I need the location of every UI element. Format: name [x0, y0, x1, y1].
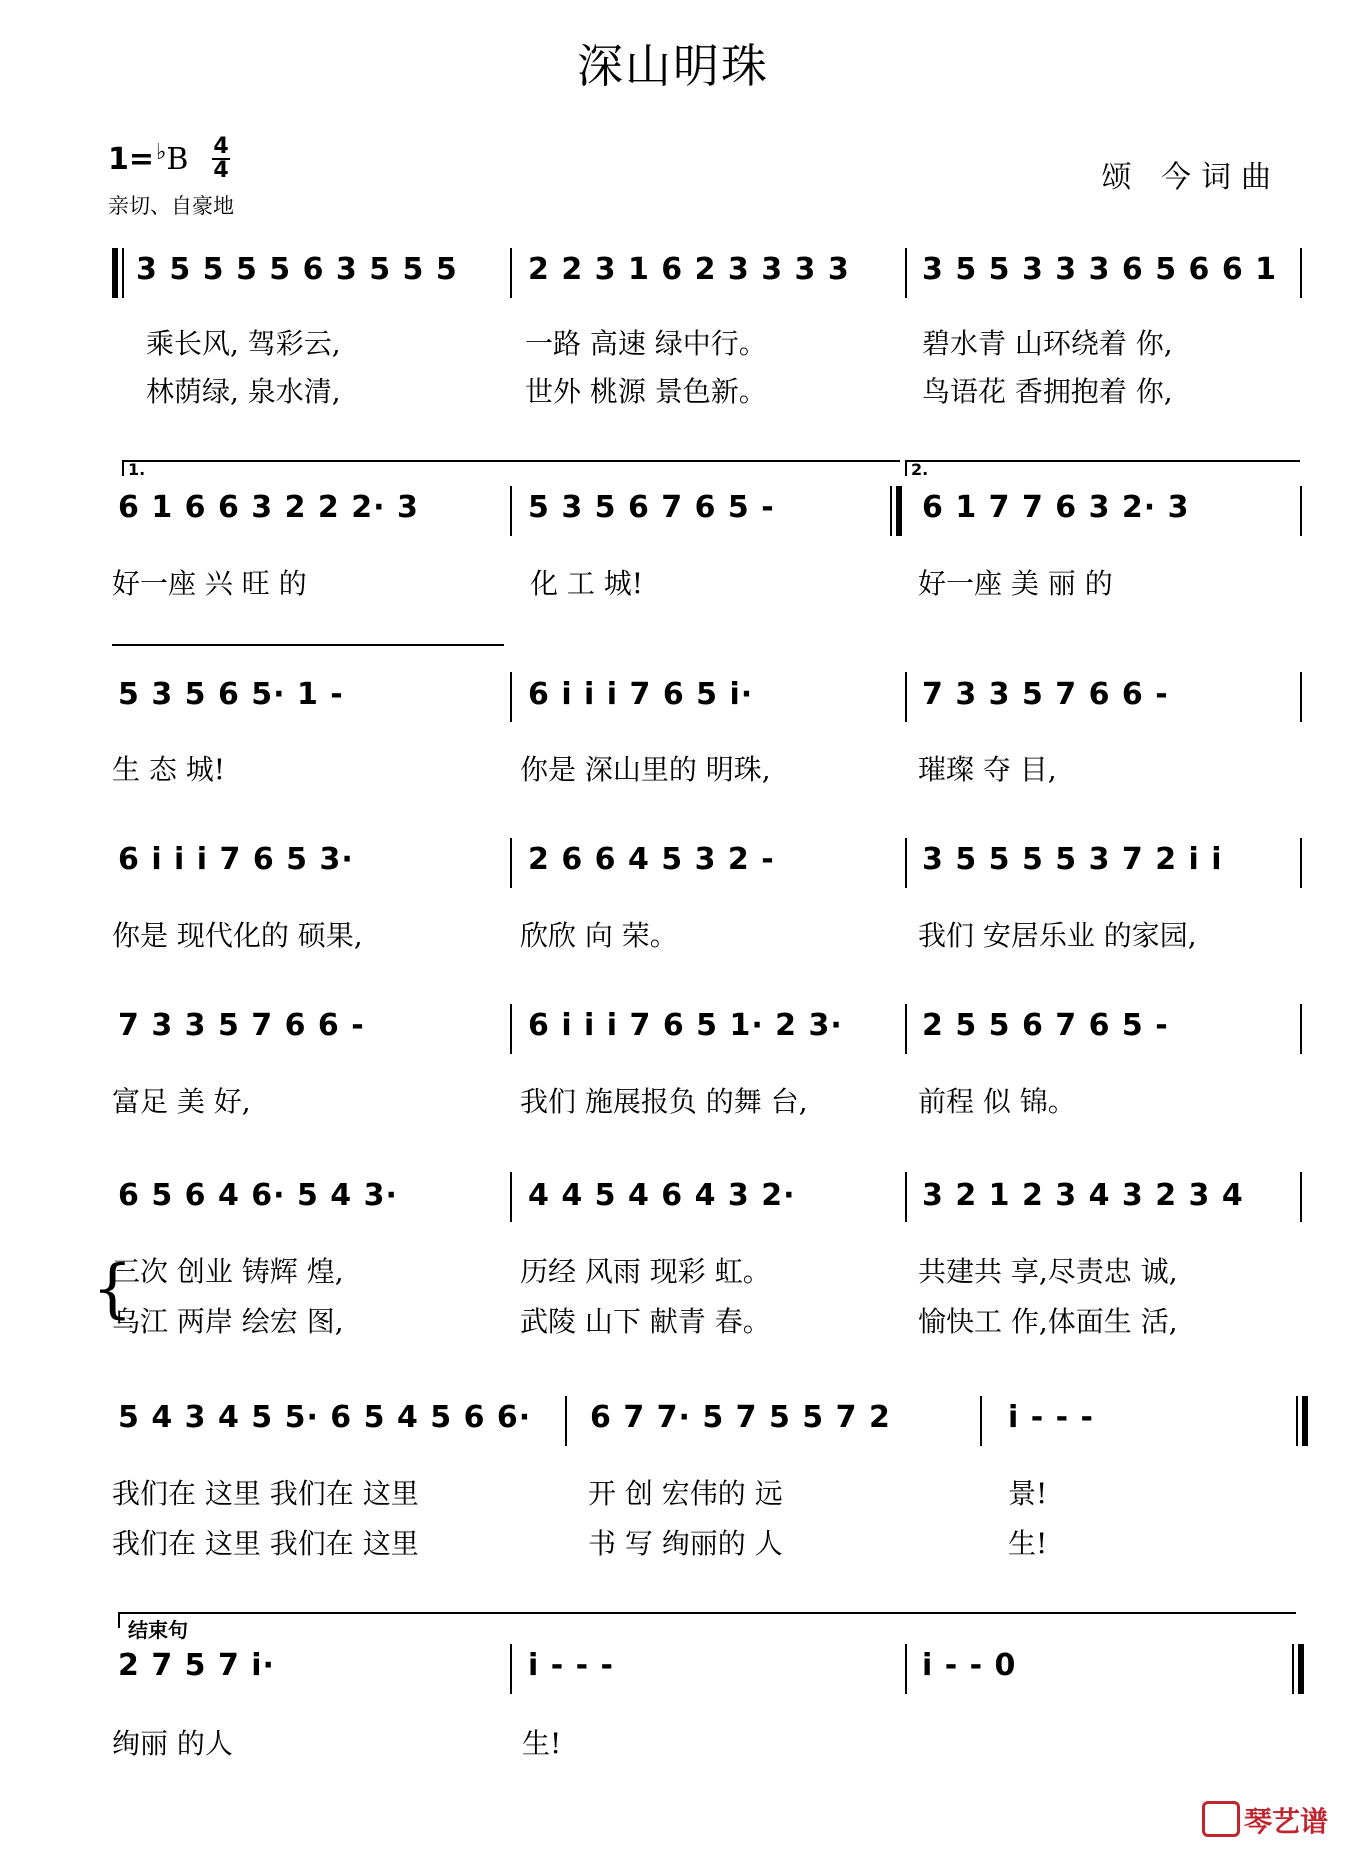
lyric-line: 生! — [1008, 1527, 1048, 1560]
lyric-line: 璀璨 夺 目, — [918, 753, 1057, 786]
measure: 6 1 7 7 6 3 2· 3 — [922, 490, 1190, 525]
lyric-line: 三次 创业 铸辉 煌, — [112, 1255, 344, 1288]
measure: i - - 0 — [922, 1648, 1017, 1683]
time-bottom: 4 — [213, 158, 229, 183]
lyric-line: 一路 高速 绿中行。 — [525, 327, 767, 360]
lyric-line: 鸟语花 香拥抱着 你, — [922, 375, 1173, 408]
lyric-line: 书 写 绚丽的 人 — [588, 1527, 783, 1560]
page-title: 深山明珠 — [577, 39, 769, 93]
lyric-line: 你是 深山里的 明珠, — [520, 753, 771, 786]
measure: 6 1 6 6 3 2 2 2· 3 — [118, 490, 419, 525]
measure: 6 i i i 7 6 5 3· — [118, 842, 354, 877]
measure: 5 4 3 4 5 5· 6 5 4 5 6 6· — [118, 1400, 532, 1435]
measure: i - - - — [528, 1648, 614, 1683]
measure: 6 i i i 7 6 5 1· 2 3· — [528, 1008, 843, 1043]
key-prefix: 1= — [108, 142, 155, 177]
measure: 5 3 5 6 5· 1 - — [118, 677, 344, 712]
time-top: 4 — [213, 134, 229, 159]
measure: 3 5 5 3 3 3 6 5 6 6 1 — [922, 252, 1278, 287]
volta-second: 2. — [911, 460, 929, 479]
measure: 2 2 3 1 6 2 3 3 3 3 — [528, 252, 850, 287]
lyric-line: 乌江 两岸 绘宏 图, — [112, 1305, 344, 1338]
lyric-line: 化 工 城! — [530, 567, 644, 600]
measure: 7 3 3 5 7 6 6 - — [118, 1008, 365, 1043]
lyric-line: 前程 似 锦。 — [918, 1085, 1076, 1118]
lyric-line: 富足 美 好, — [112, 1085, 251, 1118]
measure: i - - - — [1008, 1400, 1094, 1435]
lyric-line: 武陵 山下 献青 春。 — [520, 1305, 771, 1338]
tempo-marking: 亲切、自豪地 — [108, 194, 234, 218]
logo-icon — [1202, 1801, 1240, 1837]
lyric-line: 愉快工 作,体面生 活, — [918, 1305, 1178, 1338]
lyric-line: 绚丽 的人 — [112, 1727, 233, 1760]
composer-credit: 颂 今词曲 — [1101, 160, 1281, 195]
measure: 6 i i i 7 6 5 i· — [528, 677, 754, 712]
repeat-end-thick — [1302, 1396, 1308, 1446]
lyric-line: 我们 施展报负 的舞 台, — [520, 1085, 808, 1118]
lyric-line: 共建共 享,尽责忠 诚, — [918, 1255, 1178, 1288]
lyric-line: 生 态 城! — [112, 753, 226, 786]
measure: 4 4 5 4 6 4 3 2· — [528, 1178, 796, 1213]
measure: 7 3 3 5 7 6 6 - — [922, 677, 1169, 712]
lyric-line: 好一座 美 丽 的 — [918, 567, 1113, 600]
repeat-start-thick — [112, 248, 118, 298]
lyric-line: 景! — [1008, 1477, 1048, 1510]
lyric-line: 碧水青 山环绕着 你, — [922, 327, 1173, 360]
lyric-line: 开 创 宏伟的 远 — [588, 1477, 783, 1510]
lyric-line: 世外 桃源 景色新。 — [525, 375, 767, 408]
lyric-line: 乘长风, 驾彩云, — [146, 327, 341, 360]
measure: 3 5 5 5 5 3 7 2 i i — [922, 842, 1223, 877]
measure: 2 7 5 7 i· — [118, 1648, 275, 1683]
key-signature — [108, 140, 188, 177]
measure: 3 2 1 2 3 4 3 2 3 4 — [922, 1178, 1244, 1213]
volta-first: 1. — [128, 460, 146, 479]
lyric-line: 我们 安居乐业 的家园, — [918, 919, 1197, 952]
measure: 6 7 7· 5 7 5 5 7 2 — [590, 1400, 891, 1435]
watermark: 琴艺谱 — [1202, 1800, 1328, 1840]
flat-symbol: ♭ — [156, 140, 167, 165]
ending-label: 结束句 — [128, 1618, 188, 1642]
repeat-end-thick — [896, 486, 902, 536]
measure: 5 3 5 6 7 6 5 - — [528, 490, 775, 525]
lyric-line: 生! — [522, 1727, 562, 1760]
measure: 6 5 6 4 6· 5 4 3· — [118, 1178, 398, 1213]
final-bar — [1298, 1644, 1304, 1694]
time-signature — [212, 136, 230, 182]
lyric-line: 林荫绿, 泉水清, — [146, 375, 341, 408]
lyric-line: 欣欣 向 荣。 — [520, 919, 678, 952]
lyric-line: 我们在 这里 我们在 这里 — [112, 1477, 419, 1510]
measure: 2 5 5 6 7 6 5 - — [922, 1008, 1169, 1043]
lyric-line: 好一座 兴 旺 的 — [112, 567, 307, 600]
verse-brace: { — [92, 1252, 133, 1326]
lyric-line: 你是 现代化的 硕果, — [112, 919, 363, 952]
key-note: B — [166, 142, 189, 177]
measure: 3 5 5 5 5 6 3 5 5 5 — [136, 252, 458, 287]
lyric-line: 我们在 这里 我们在 这里 — [112, 1527, 419, 1560]
lyric-line: 历经 风雨 现彩 虹。 — [520, 1255, 771, 1288]
measure: 2 6 6 4 5 3 2 - — [528, 842, 775, 877]
